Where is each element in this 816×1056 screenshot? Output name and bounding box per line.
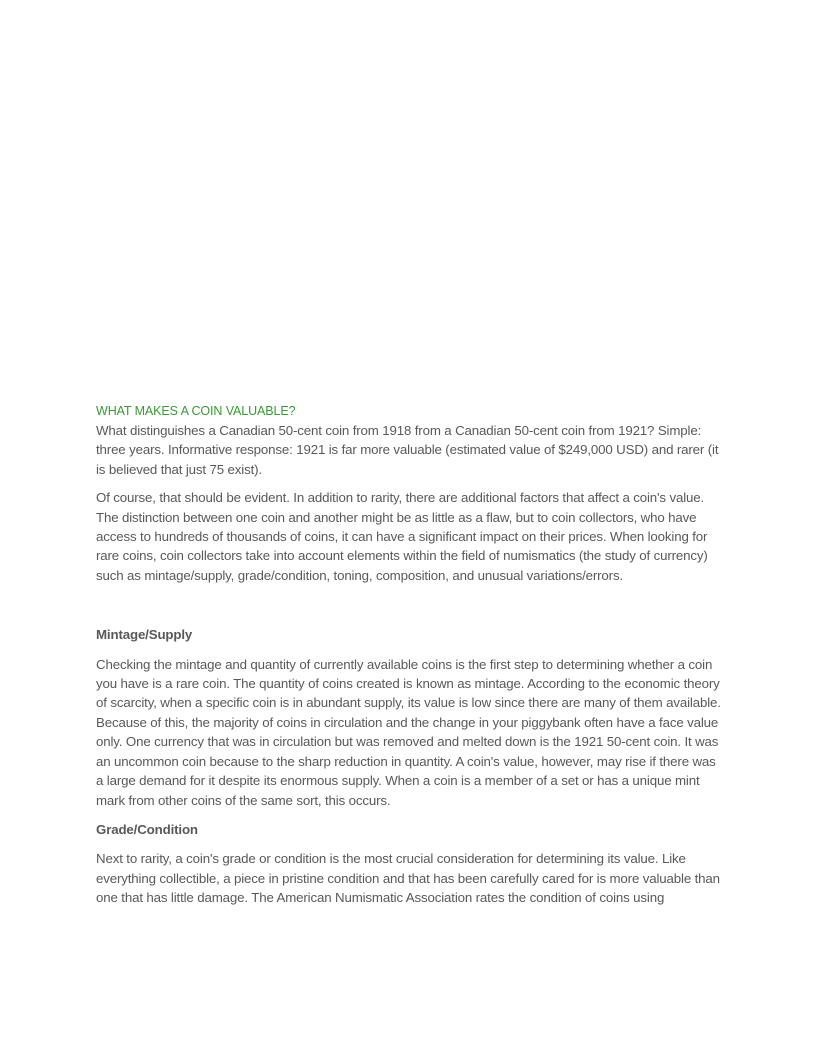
section-title-grade: Grade/Condition <box>96 821 198 837</box>
section-body-grade: Next to rarity, a coin's grade or condition is the most crucial consideration for determining its value. Like everything collectible, a piece in pristine condition and that has been carefully cared for is more valuable than one that has little damage. The American Numismatic Association rates the condition of coins using <box>96 851 720 906</box>
section-body-mintage: Checking the mintage and quantity of currently available coins is the first step to determining whether a coin you have is a rare coin. The quantity of coins created is known as mintage. According to the economic theory of scarcity, when a specific coin is in abundant supply, its value is low since there are many of them available. Because of this, the majority of coins in circulation and the change in your piggybank often have a face value only. One currency that was in circulation but was removed and melted down is the 1921 50-cent coin. It was an uncommon coin because to the sharp reduction in quantity. A coin's value, however, may rise if there was a large demand for it despite its enormous supply. When a coin is a member of a set or has a unique mint mark from other coins of the same sort, this occurs. <box>96 656 721 808</box>
section-title-mintage: Mintage/Supply <box>96 627 193 643</box>
rarity-factors-paragraph: Of course, that should be evident. In addition to rarity, there are additional factors that affect a coin's value. The distinction between one coin and another might be as little as a flaw, but to coin collectors, who have access to hundreds of thousands of coins, it can have a significant impact on their prices. When looking for rare coins, coin collectors take into account elements within the field of numismatics (the study of currency) such as mintage/supply, grade/condition, toning, composition, and unusual variations/errors. <box>96 490 708 583</box>
document-page <box>96 402 724 908</box>
page-heading: WHAT MAKES A COIN VALUABLE? <box>96 404 296 418</box>
intro-paragraph: What distinguishes a Canadian 50-cent coin from 1918 from a Canadian 50-cent coin from 1921? Simple: three years. Informative response: 1921 is far more valuable (estimated value of $249,000 USD) and rarer (it is believed that just 75 exist). <box>96 423 719 477</box>
